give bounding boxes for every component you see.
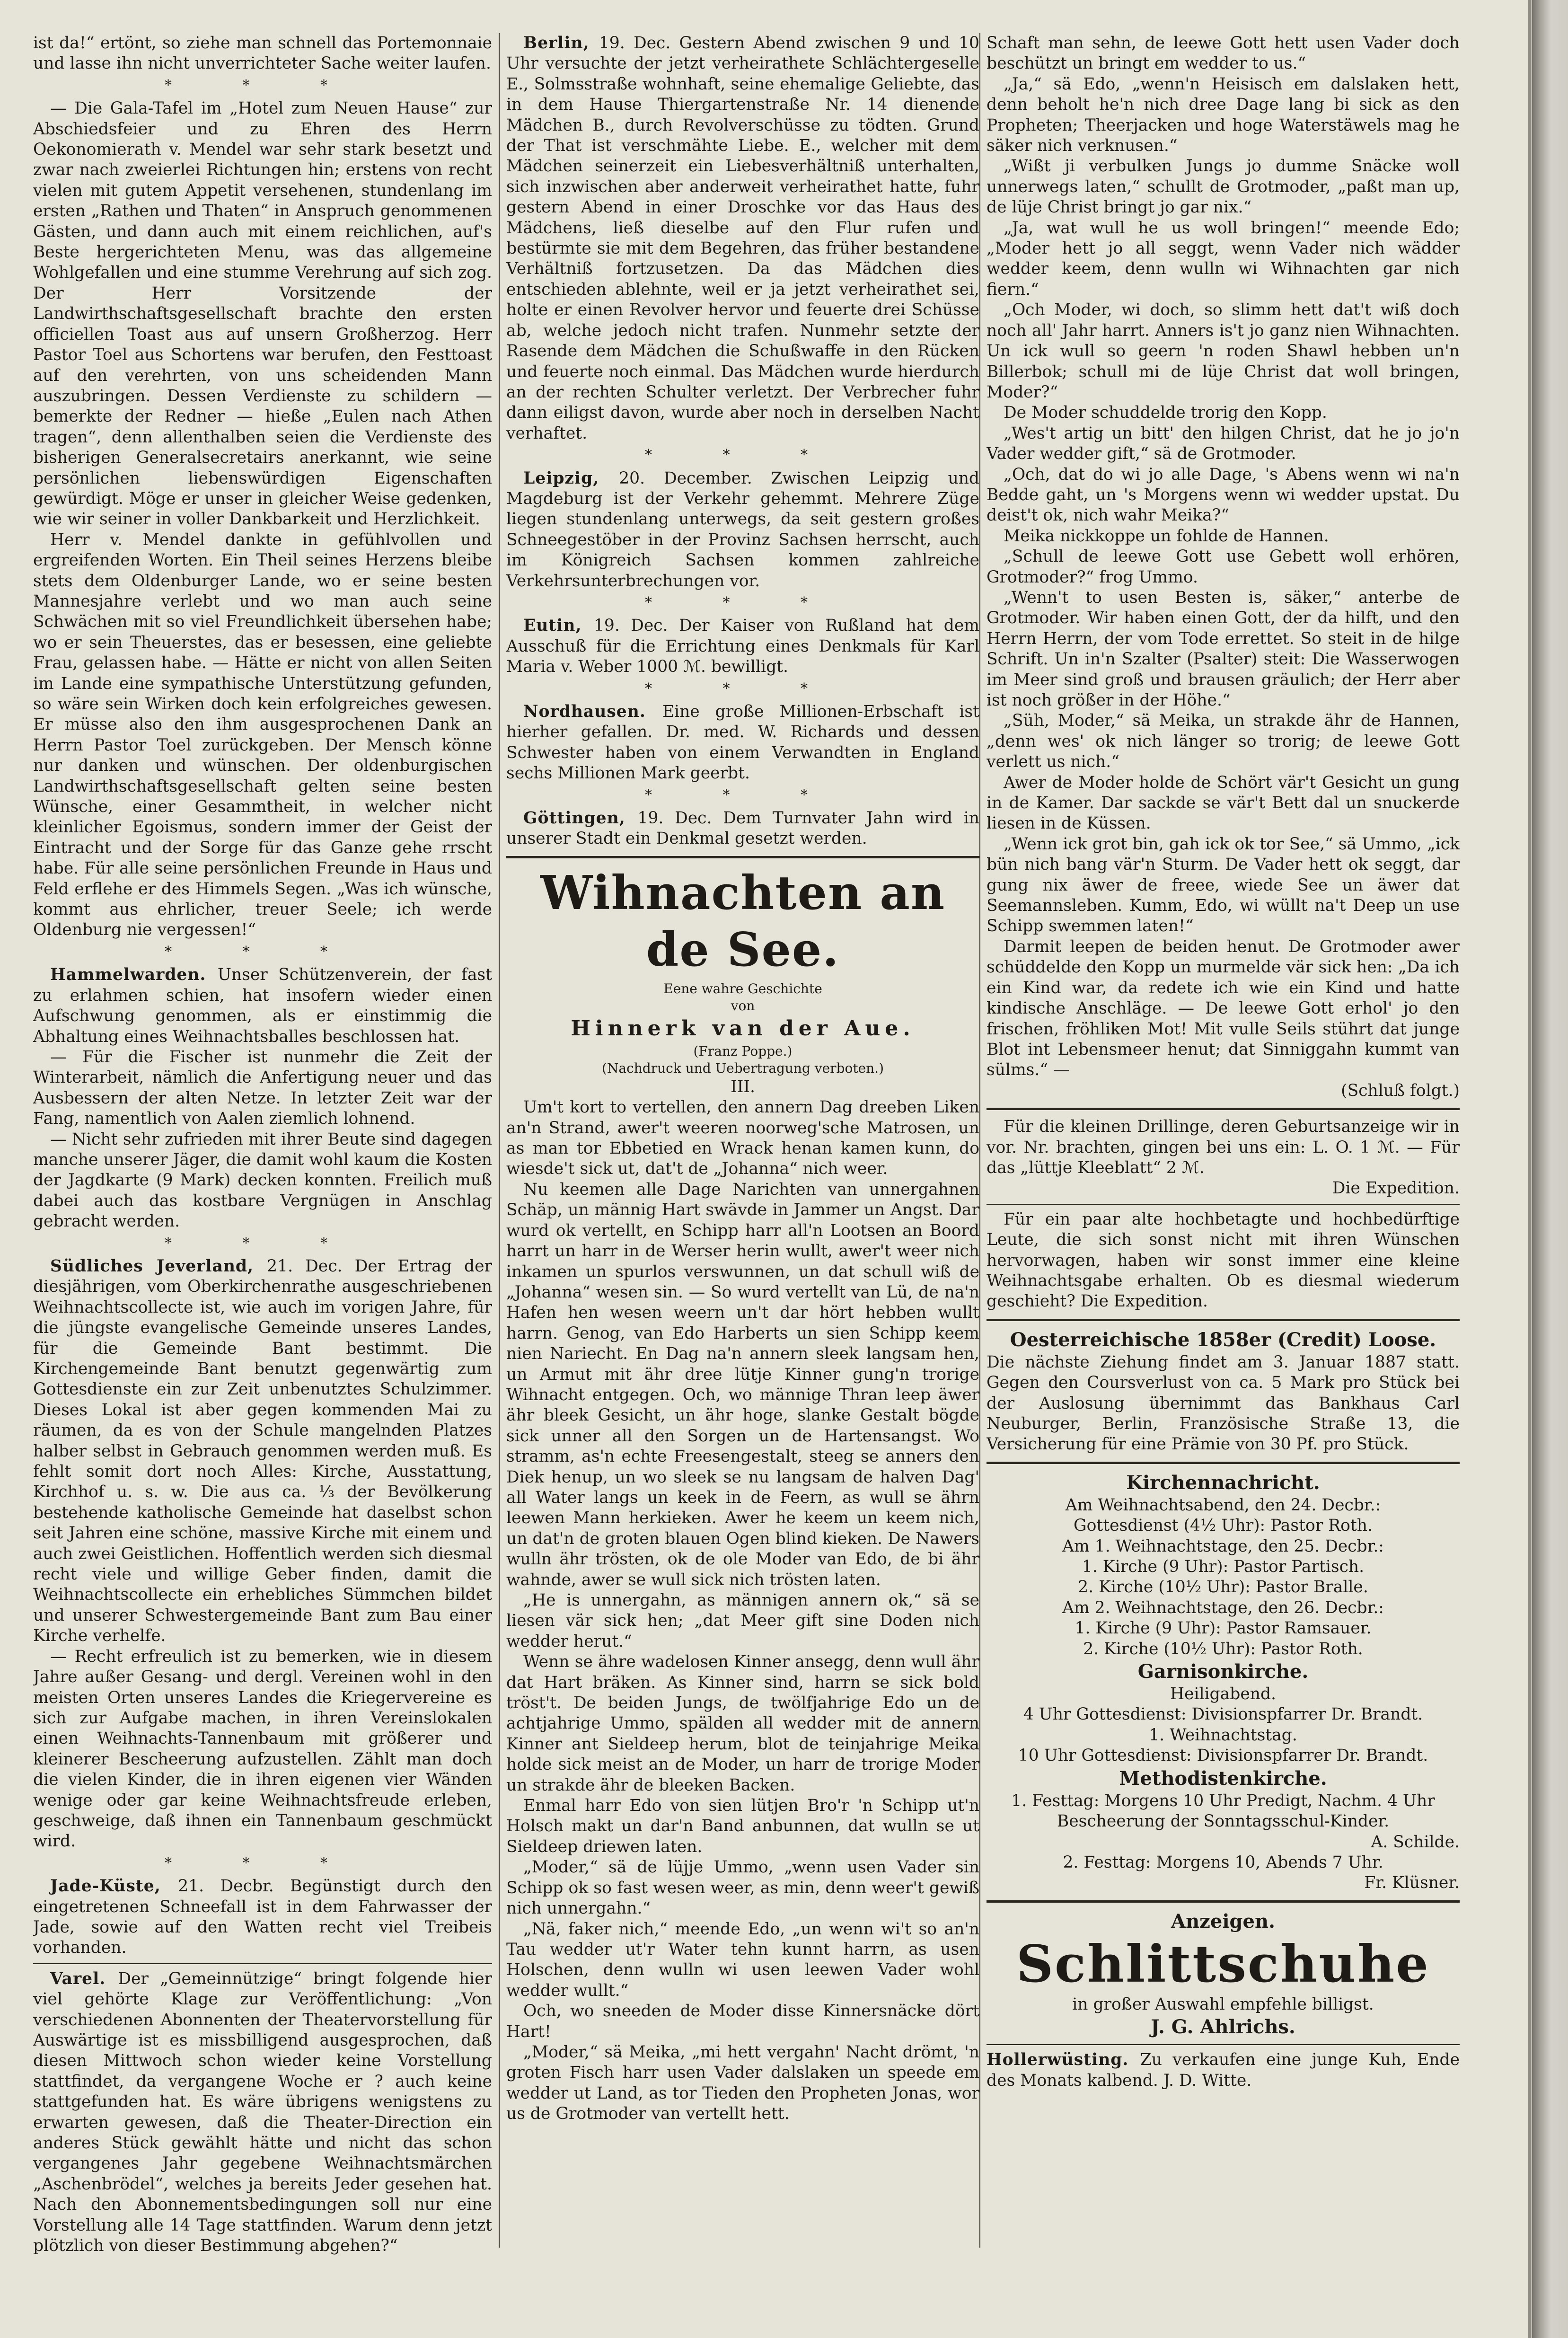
article-paragraph: „Och, dat do wi jo alle Dage, 's Abens wenn wi na'n Bedde gaht, un 's Morgens wenn wi wedder upstat. Du deist't ok, nich wahr Meika?“ xyxy=(987,465,1460,525)
article-paragraph: — Nicht sehr zufrieden mit ihrer Beute sind dagegen manche unserer Jäger, die damit wohl kaum die Kosten der Jagdkarte (9 Mark) decken konnten. Freilich muß dabei auch das kostbare Vergnügen in Anschlag gebracht werden. xyxy=(33,1129,492,1231)
article-paragraph: „Och Moder, wi doch, so slimm hett dat't wiß doch noch all' Jahr harrt. Anners is't jo ganz nien Wihnachten. Un ick wull so geern 'n roden Shawl hebben un'n Billerbok; schull mi de lüje Christ dat woll bringen, Moder?“ xyxy=(987,300,1460,402)
centered-line: 2. Festtag: Morgens 10, Abends 7 Uhr. xyxy=(1063,1853,1383,1872)
divider-thick xyxy=(506,856,979,858)
centered-line: 1. Kirche (9 Uhr): Pastor Partisch. xyxy=(1082,1557,1365,1577)
section-separator-stars: * * * xyxy=(164,1854,361,1871)
centered-line: 2. Kirche (10½ Uhr): Pastor Bralle. xyxy=(1078,1578,1368,1597)
page-edge xyxy=(1532,0,1568,2338)
article-paragraph: Meika nickkoppe un fohlde de Hannen. xyxy=(1004,526,1329,546)
article-paragraph: „Moder,“ sä de lüjje Ummo, „wenn usen Vader sin Schipp ok so fast wesen weer, as min, denn weer't gewiß nich unnergahn.“ xyxy=(506,1858,979,1918)
article-paragraph: „Wißt ji verbulken Jungs jo dumme Snäcke woll unnerwegs laten,“ schullt de Grotmoder, „paßt man up, de lüje Christ bringt jo gar nix.“ xyxy=(987,157,1460,217)
divider-thick xyxy=(987,1319,1460,1321)
dateline: Nordhausen. xyxy=(523,702,662,721)
signature-line: (Schluß folgt.) xyxy=(1341,1081,1460,1100)
article-paragraph: „Schull de leewe Gott use Gebett woll erhören, Grotmoder?“ frog Ummo. xyxy=(987,547,1460,587)
article-paragraph: „Nä, faker nich,“ meende Edo, „un wenn wi't so an'n Tau wedder ut'r Water tehn kunnt harrn, as usen Holschen, denn wulln wi usen leewen Vader wohl wedder wullt.“ xyxy=(506,1919,979,2000)
section-separator-stars: * * * xyxy=(164,77,361,94)
story-author: Hinnerk van der Aue. xyxy=(571,1016,915,1041)
section-separator-stars: * * * xyxy=(164,1235,361,1252)
story-title: Wihnachten an de See. xyxy=(540,865,946,977)
dateline: Jade-Küste, xyxy=(50,1877,178,1896)
divider xyxy=(33,1963,492,1964)
centered-line: Eene wahre Geschichte xyxy=(663,980,822,997)
article-paragraph: Hollerwüsting. Zu verkaufen eine junge Kuh, Ende des Monats kalbend. J. D. Witte. xyxy=(987,2050,1460,2090)
article-paragraph: ist da!“ ertönt, so ziehe man schnell das Portemonnaie und lasse ihn nicht unverrichteter Sache weiter laufen. xyxy=(33,34,492,73)
article-paragraph: — Recht erfreulich ist zu bemerken, wie in diesem Jahre außer Gesang- und dergl. Vereinen wohl in den meisten Orten unseres Landes die Kriegervereine es sich zur Aufgabe machen, in ihren Vereinslokalen einen Weihnachts-Tannenbaum mit größerer und kleinerer Bescheerung aufzustellen. Zählt man doch die vielen Kinder, die in ihren eigenen vier Wänden wenige oder gar keine Weihnachtsfreude erleben, geschweige, daß ihnen ein Tannenbaum geschmückt wird. xyxy=(33,1647,492,1851)
divider xyxy=(987,1204,1460,1205)
centered-line: 4 Uhr Gottesdienst: Divisionspfarrer Dr. Brandt. xyxy=(1023,1705,1423,1724)
centered-line: 1. Festtag: Morgens 10 Uhr Predigt, Nachm. 4 Uhr Bescheerung der Sonntagsschul-Kinder. xyxy=(1011,1791,1435,1831)
article-paragraph: „Ja,“ sä Edo, „wenn'n Heisisch em dalslaken hett, denn beholt he'n nich dree Dage lang bi sick as den Propheten; Theerjacken und hoge Waterstäwels mag he säker nich verknusen.“ xyxy=(987,74,1460,156)
article-paragraph: Schaft man sehn, de leewe Gott hett usen Vader doch beschützt un bringt em wedder to us.“ xyxy=(987,34,1460,73)
article-paragraph: Nu keemen alle Dage Narichten van unnergahnen Schäp, un männig Hart swävde in Jammer un Angst. Dar wurd ok vertellt, en Schipp harr all'n Lootsen an Boord harrt un harr in de Werser herin wullt, awer't weer nich inkamen un spurlos verswunnen, un dat schull wiß de „Johanna“ wesen sin. — So wurd vertellt van Lü, de na'n Hafen hen wesen weern un't dar hört hebben wullt harrn. Genog, van Edo Harberts un sien Schipp keem nien Nariecht. En Dag na'n annern sleek langsam hen, un Armut mit ähr dree lütje Kinner gung'n trorige Wihnacht entgegen. Och, wo männige Thran leep äwer ähr bleek Gesicht, un ähr hoge, slanke Gestalt bögde sick unner all den Sorgen un de Hartensangst. Wo stramm, as'n echte Freesengestalt, steeg se anners den Diek henup, un wo sleek se nu langsam de halven Dag' all Water langs un keek in de Feern, as wull se ährn leewen Mann herkieken. Awer he keem un keem nich, un dat'n de groten blauen Ogen blind kieken. De Nawers wulln ähr trösten, ok de ole Moder van Edo, de bi ähr wahnde, awer se wull sick nich trösten laten. xyxy=(506,1180,979,1589)
article-paragraph: Berlin, 19. Dec. Gestern Abend zwischen 9 und 10 Uhr versuchte der jetzt verheirathete Schlächtergeselle E., Solmsstraße wohnhaft, seine ehemalige Geliebte, das in dem Hause Thiergartenstraße Nr. 14 dienende Mädchen B., durch Revolverschüsse zu tödten. Grund der That ist verschmähte Liebe. E., welcher mit dem Mädchen seinerzeit ein Liebesverhältniß unterhalten, sich inzwischen aber anderweit verheirathet hatte, fuhr gestern Abend in einer Droschke vor das Haus des Mädchens, ließ dieselbe auf den Flur rufen und bestürmte sie mit dem Begehren, das früher bestandene Verhältniß fortzusetzen. Da das Mädchen dies entschieden ablehnte, weil er ja jetzt verheirathet sei, holte er einen Revolver hervor und feuerte drei Schüsse ab, welche jedoch nicht trafen. Nunmehr setzte der Rasende dem Mädchen die Schußwaffe in den Rücken und feuerte noch einmal. Das Mädchen wurde hierdurch an der rechten Schulter verletzt. Der Verbrecher fuhr dann eiligst davon, wurde aber noch in derselben Nacht verhaftet. xyxy=(506,34,979,443)
article-paragraph: Eutin, 19. Dec. Der Kaiser von Rußland hat dem Ausschuß für die Errichtung eines Denkmals für Karl Maria v. Weber 1000 ℳ. bewilligt. xyxy=(506,616,979,677)
section-separator-stars: * * * xyxy=(644,786,841,803)
article-paragraph: Für die kleinen Drillinge, deren Geburtsanzeige wir in vor. Nr. brachten, gingen bei uns ein: L. O. 1 ℳ. — Für das „lüttje Kleeblatt“ 2 ℳ. xyxy=(987,1117,1460,1177)
ad-headline: Schlittschuhe xyxy=(1016,1934,1430,1994)
centered-line: Am 2. Weihnachtstage, den 26. Decbr.: xyxy=(1062,1598,1384,1617)
signature-line: Fr. Klüsner. xyxy=(1364,1873,1460,1893)
article-paragraph: De Moder schuddelde trorig den Kopp. xyxy=(1004,403,1327,423)
dateline: Berlin, xyxy=(523,34,599,53)
article-paragraph: Awer de Moder holde de Schört vär't Gesicht un gung in de Kamer. Dar sackde se vär't Bett dal un snuckerde liesen in de Küssen. xyxy=(987,773,1460,833)
article-paragraph: Wenn se ähre wadelosen Kinner ansegg, denn wull ähr dat Hart bräken. As Kinner sind, harrn se sick bold tröst't. De beiden Jungs, de twölfjahrige Edo un de achtjahrige Ummo, spälden all wedder mit de annern Kinner ant Sieldeep herum, blot de teinjahrige Meika holde sick meist an de Moder, un harr de trorige Moder un strakde ähr de bleeken Backen. xyxy=(506,1652,979,1795)
article-paragraph: Och, wo sneeden de Moder disse Kinnersnäcke dört Hart! xyxy=(506,2002,979,2041)
dateline: Eutin, xyxy=(523,616,594,635)
dateline: Hollerwüsting. xyxy=(987,2050,1140,2070)
notice-heading: Methodistenkirche. xyxy=(1119,1767,1327,1790)
section-separator-stars: * * * xyxy=(644,447,841,464)
notice-heading: Garnisonkirche. xyxy=(1137,1660,1309,1683)
divider-thick xyxy=(987,1108,1460,1110)
article-paragraph: — Für die Fischer ist nunmehr die Zeit der Winterarbeit, nämlich die Anfertigung neuer und das Ausbessern der alten Netze. In letzter Zeit war der Fang, namentlich von Aalen ziemlich lohnend. xyxy=(33,1047,492,1129)
article-paragraph: Um't kort to vertellen, den annern Dag dreeben Liken an'n Strand, awer't weeren noorweg'sche Matrosen, un as man tor Ebbetied en Wrack henan kamen kunn, do wiesde't sick ut, dat't de „Johanna“ nich weer. xyxy=(506,1098,979,1179)
article-paragraph: Enmal harr Edo von sien lütjen Bro'r 'n Schipp ut'n Holsch makt un dar'n Band anbunnen, dat wulln se ut Sieldeep driewen laten. xyxy=(506,1796,979,1856)
centered-line: von xyxy=(731,997,755,1014)
article-paragraph: Die nächste Ziehung findet am 3. Januar 1887 statt. Gegen den Coursverlust von ca. 5 Mark pro Stück bei der Auslosung übernimmt das Bankhaus Carl Neuburger, Berlin, Französische Straße 13, die Versicherung für eine Prämie von 30 Pf. pro Stück. xyxy=(987,1352,1460,1454)
centered-line: 1. Weihnachtstag. xyxy=(1149,1725,1297,1745)
divider xyxy=(987,2044,1460,2045)
notice-heading: Anzeigen. xyxy=(1171,1910,1275,1932)
column-3 xyxy=(987,33,1460,2300)
column-1 xyxy=(33,33,492,2300)
column-rule xyxy=(979,33,980,2248)
centered-line: Gottesdienst (4½ Uhr): Pastor Roth. xyxy=(1074,1516,1373,1535)
signature-line: A. Schilde. xyxy=(1371,1832,1460,1852)
article-paragraph: „Wenn ick grot bin, gah ick ok tor See,“ sä Ummo, „ick bün nich bang vär'n Sturm. De Vader hett ok seggt, dar gung nix äwer de freee, wiede See un äwer dat Seemannsleben. Kumm, Edo, wi wüllt na't Deep un use Schipp swemmen laten!“ xyxy=(987,834,1460,936)
centered-line: 1. Kirche (9 Uhr): Pastor Ramsauer. xyxy=(1075,1619,1372,1638)
article-paragraph: — Die Gala-Tafel im „Hotel zum Neuen Hause“ zur Abschiedsfeier und zu Ehren des Herrn Oekonomierath v. Mendel war sehr stark besetzt und zwar nach zweierlei Richtungen hin; erstens von recht vielen mit gutem Appetit versehenen, stundenlang im ersten „Rathen und Thaten“ in Anspruch genommenen Gästen, und dann auch mit einem reichlichen, auf's Beste hergerichteten Menu, was das allgemeine Wohlgefallen und eine stumme Verehrung auf sich zog. Der Herr Vorsitzende der Landwirthschaftsgesellschaft brachte den ersten officiellen Toast aus auf unsern Großherzog. Herr Pastor Toel aus Schortens war berufen, den Festtoast auf den verehrten, von uns scheidenden Mann auszubringen. Dessen Verdienste zu schildern — bemerkte der Redner — hieße „Eulen nach Athen tragen“, denn allenthalben seien die Verdienste des bisherigen Generalsecretairs anerkannt, wie seine persönlichen liebenswürdigen Eigenschaften gewürdigt. Möge er unser in gleicher Weise gedenken, wie wir seiner in voller Dankbarkeit und Herzlichkeit. xyxy=(33,99,492,529)
column-rule xyxy=(499,33,500,2248)
column-2 xyxy=(506,33,979,2300)
article-paragraph: „Moder,“ sä Meika, „mi hett vergahn' Nacht drömt, 'n groten Fisch harr usen Vader dalslaken un speede em wedder ut Land, as tor Tieden den Propheten Jonas, wor us de Grotmoder van vertellt hett. xyxy=(506,2042,979,2124)
article-paragraph: Jade-Küste, 21. Decbr. Begünstigt durch den eingetretenen Schneefall ist in dem Fahrwasser der Jade, sowie auf den Watten recht viel Treibeis vorhanden. xyxy=(33,1877,492,1958)
dateline: Hammelwarden. xyxy=(50,965,218,985)
notice-heading: Kirchennachricht. xyxy=(1126,1471,1320,1494)
divider-thick xyxy=(987,1900,1460,1903)
article-paragraph: „He is unnergahn, as männigen annern ok,“ sä se liesen vär sick hen; „dat Meer gift sine Doden nich wedder herut.“ xyxy=(506,1591,979,1651)
centered-line: (Franz Poppe.) xyxy=(693,1043,793,1059)
centered-line: (Nachdruck und Uebertragung verboten.) xyxy=(601,1060,884,1076)
notice-heading: J. G. Ahlrichs. xyxy=(1151,2016,1295,2038)
centered-line: III. xyxy=(731,1077,755,1096)
article-paragraph: „Wes't artig un bitt' den hilgen Christ, dat he jo jo'n Vader wedder gift,“ sä de Grotmoder. xyxy=(987,423,1460,464)
article-paragraph: Nordhausen. Eine große Millionen-Erbschaft ist hierher gefallen. Dr. med. W. Richards und dessen Schwester haben von einem Verwandten in England sechs Millionen Mark geerbt. xyxy=(506,702,979,783)
article-paragraph: Leipzig, 20. December. Zwischen Leipzig und Magdeburg ist der Verkehr gehemmt. Mehrere Züge liegen stundenlang unterwegs, da seit gestern großes Schneegestöber in der Provinz Sachsen herrscht, auch im Königreich Sachsen kommen zahlreiche Verkehrsunterbrechungen vor. xyxy=(506,468,979,591)
section-separator-stars: * * * xyxy=(164,943,361,960)
centered-line: in großer Auswahl empfehle billigst. xyxy=(1072,1994,1374,2014)
article-paragraph: Varel. Der „Gemeinnützige“ bringt folgende hier viel gehörte Klage zur Veröffentlichung: „Von verschiedenen Abonnenten der Theatervorstellung für Auswärtige ist es missbilligend ausgesprochen, daß diesen Mittwoch schon wieder keine Vorstellung stattfindet, da vergangene Woche er ? auch keine stattgefunden hat. Es wäre übrigens wenigstens zu erwarten gewesen, daß die Theater-Direction ein anderes Stück gewählt hätte und nicht das schon vergangenes Jahr gegebene Weihnachtsmärchen „Aschenbrödel“, welches ja bereits Jeder gesehen hat. Nach den Abonnementsbedingungen soll nur eine Vorstellung alle 14 Tage stattfinden. Warum denn jetzt plötzlich von dieser Bestimmung abgehen?“ xyxy=(33,1969,492,2256)
dateline: Südliches Jeverland, xyxy=(50,1256,267,1276)
section-separator-stars: * * * xyxy=(644,594,841,611)
notice-heading: Oesterreichische 1858er (Credit) Loose. xyxy=(1010,1328,1436,1351)
dateline: Göttingen, xyxy=(523,809,638,828)
article-paragraph: Darmit leepen de beiden henut. De Grotmoder awer schüddelde den Kopp un murmelde vär sick hen: „Da ich ein Kind war, da redete ich wie ein Kind und hatte kindische Anschläge. — De leewe Gott erhol' jo den frischen, fröhliken Mot! Mit vulle Seils stührt dat junge Blot int Lebensmeer henut; dat Sinniggahn kummt van sülms.“ — xyxy=(987,937,1460,1080)
dateline: Varel. xyxy=(50,1969,118,1988)
centered-line: 2. Kirche (10½ Uhr): Pastor Roth. xyxy=(1083,1639,1363,1659)
section-separator-stars: * * * xyxy=(644,680,841,697)
article-paragraph: Für ein paar alte hochbetagte und hochbedürftige Leute, die sich sonst nicht mit ihren Wünschen hervorwagen, haben wir sonst immer eine kleine Weihnachtsgabe erhalten. Ob es diesmal wiederum geschieht? Die Expedition. xyxy=(987,1209,1460,1311)
centered-line: Am Weihnachtsabend, den 24. Decbr.: xyxy=(1065,1495,1381,1515)
article-paragraph: „Wenn't to usen Besten is, säker,“ anterbe de Grotmoder. Wir haben einen Gott, der da hilft, und den Herrn Herrn, der vom Tode errettet. So steit in de hilge Schrift. Un in'n Szalter (Psalter) steit: Die Wasserwogen im Meer sind groß und brausen gräulich; der Herr aber ist noch größer in der Höhe.“ xyxy=(987,588,1460,710)
centered-line: 10 Uhr Gottesdienst: Divisionspfarrer Dr. Brandt. xyxy=(1018,1746,1428,1765)
dateline: Leipzig, xyxy=(523,468,619,488)
article-paragraph: Hammelwarden. Unser Schützenverein, der fast zu erlahmen schien, hat insofern wieder einen Aufschwung genommen, als er einstimmig die Abhaltung eines Weihnachtsballes beschlossen hat. xyxy=(33,965,492,1046)
article-paragraph: „Ja, wat wull he us woll bringen!“ meende Edo; „Moder hett jo all seggt, wenn Vader nich wädder wedder keem, denn wulln wi Wihnachten gar nich fiern.“ xyxy=(987,218,1460,299)
signature-line: Die Expedition. xyxy=(1332,1179,1460,1198)
article-paragraph: Südliches Jeverland, 21. Dec. Der Ertrag der diesjährigen, vom Oberkirchenrathe ausgeschriebenen Weihnachtscollecte ist, wie auch im vorigen Jahre, für die jüngste evangelische Gemeinde unseres Landes, für die Gemeinde Bant bestimmt. Die Kirchengemeinde Bant benutzt gegenwärtig zum Gottesdienste ein zur Zeit unbenutztes Schulzimmer. Dieses Lokal ist aber gegen kommenden Mai zu räumen, da es von der Schule mangelnden Platzes halber selbst in Gebrauch genommen werden muß. Es fehlt somit dort noch Alles: Kirche, Ausstattung, Kirchhof u. s. w. Die aus ca. ⅓ der Bevölkerung bestehende katholische Gemeinde hat daselbst schon seit Jahren eine schöne, massive Kirche mit einem und auch zwei Geistlichen. Hoffentlich werden sich diesmal recht viele und willige Geber finden, damit die Weihnachtscollecte ein erhebliches Sümmchen bildet und unserer Schwestergemeinde Bant zum Bau einer Kirche verhelfe. xyxy=(33,1256,492,1646)
divider-thick xyxy=(987,1462,1460,1464)
centered-line: Heiligabend. xyxy=(1170,1685,1277,1704)
centered-line: Am 1. Weihnachtstage, den 25. Decbr.: xyxy=(1062,1536,1384,1556)
article-paragraph: Herr v. Mendel dankte in gefühlvollen und ergreifenden Worten. Ein Theil seines Herzens bleibe stets dem Oldenburger Lande, wo er seine besten Mannesjahre verlebt und wo man auch seine Schwächen mit so viel Freundlichkeit übersehen habe; wo er sein Theuerstes, das er besessen, eine geliebte Frau, gelassen habe. — Hätte er nicht von allen Seiten im Lande eine sympathische Unterstützung gefunden, so wäre sein Wirken doch kein erfolgreiches gewesen. Er müsse also den ihm ausgesprochenen Dank an Herrn Pastor Toel zurückgeben. Der Mensch könne nur danken und wünschen. Der oldenburgischen Landwirthschaftsgesellschaft gelten seine besten Wünsche, einer Gesammtheit, in welcher nicht kleinlicher Egoismus, sondern immer der Geist der Eintracht und der Sorge für das Ganze gehe rrscht habe. Für alle seine persönlichen Freunde in Haus und Feld erflehe er des Himmels Segen. „Was ich wünsche, kommt aus ehrlicher, treuer Seele; ich werde Oldenburg nie vergessen!“ xyxy=(33,530,492,940)
article-paragraph: „Süh, Moder,“ sä Meika, un strakde ähr de Hannen, „denn wes' ok nich länger so trorig; de leewe Gott verlett us nich.“ xyxy=(987,711,1460,772)
article-paragraph: Göttingen, 19. Dec. Dem Turnvater Jahn wird in unserer Stadt ein Denkmal gesetzt werden. xyxy=(506,809,979,848)
